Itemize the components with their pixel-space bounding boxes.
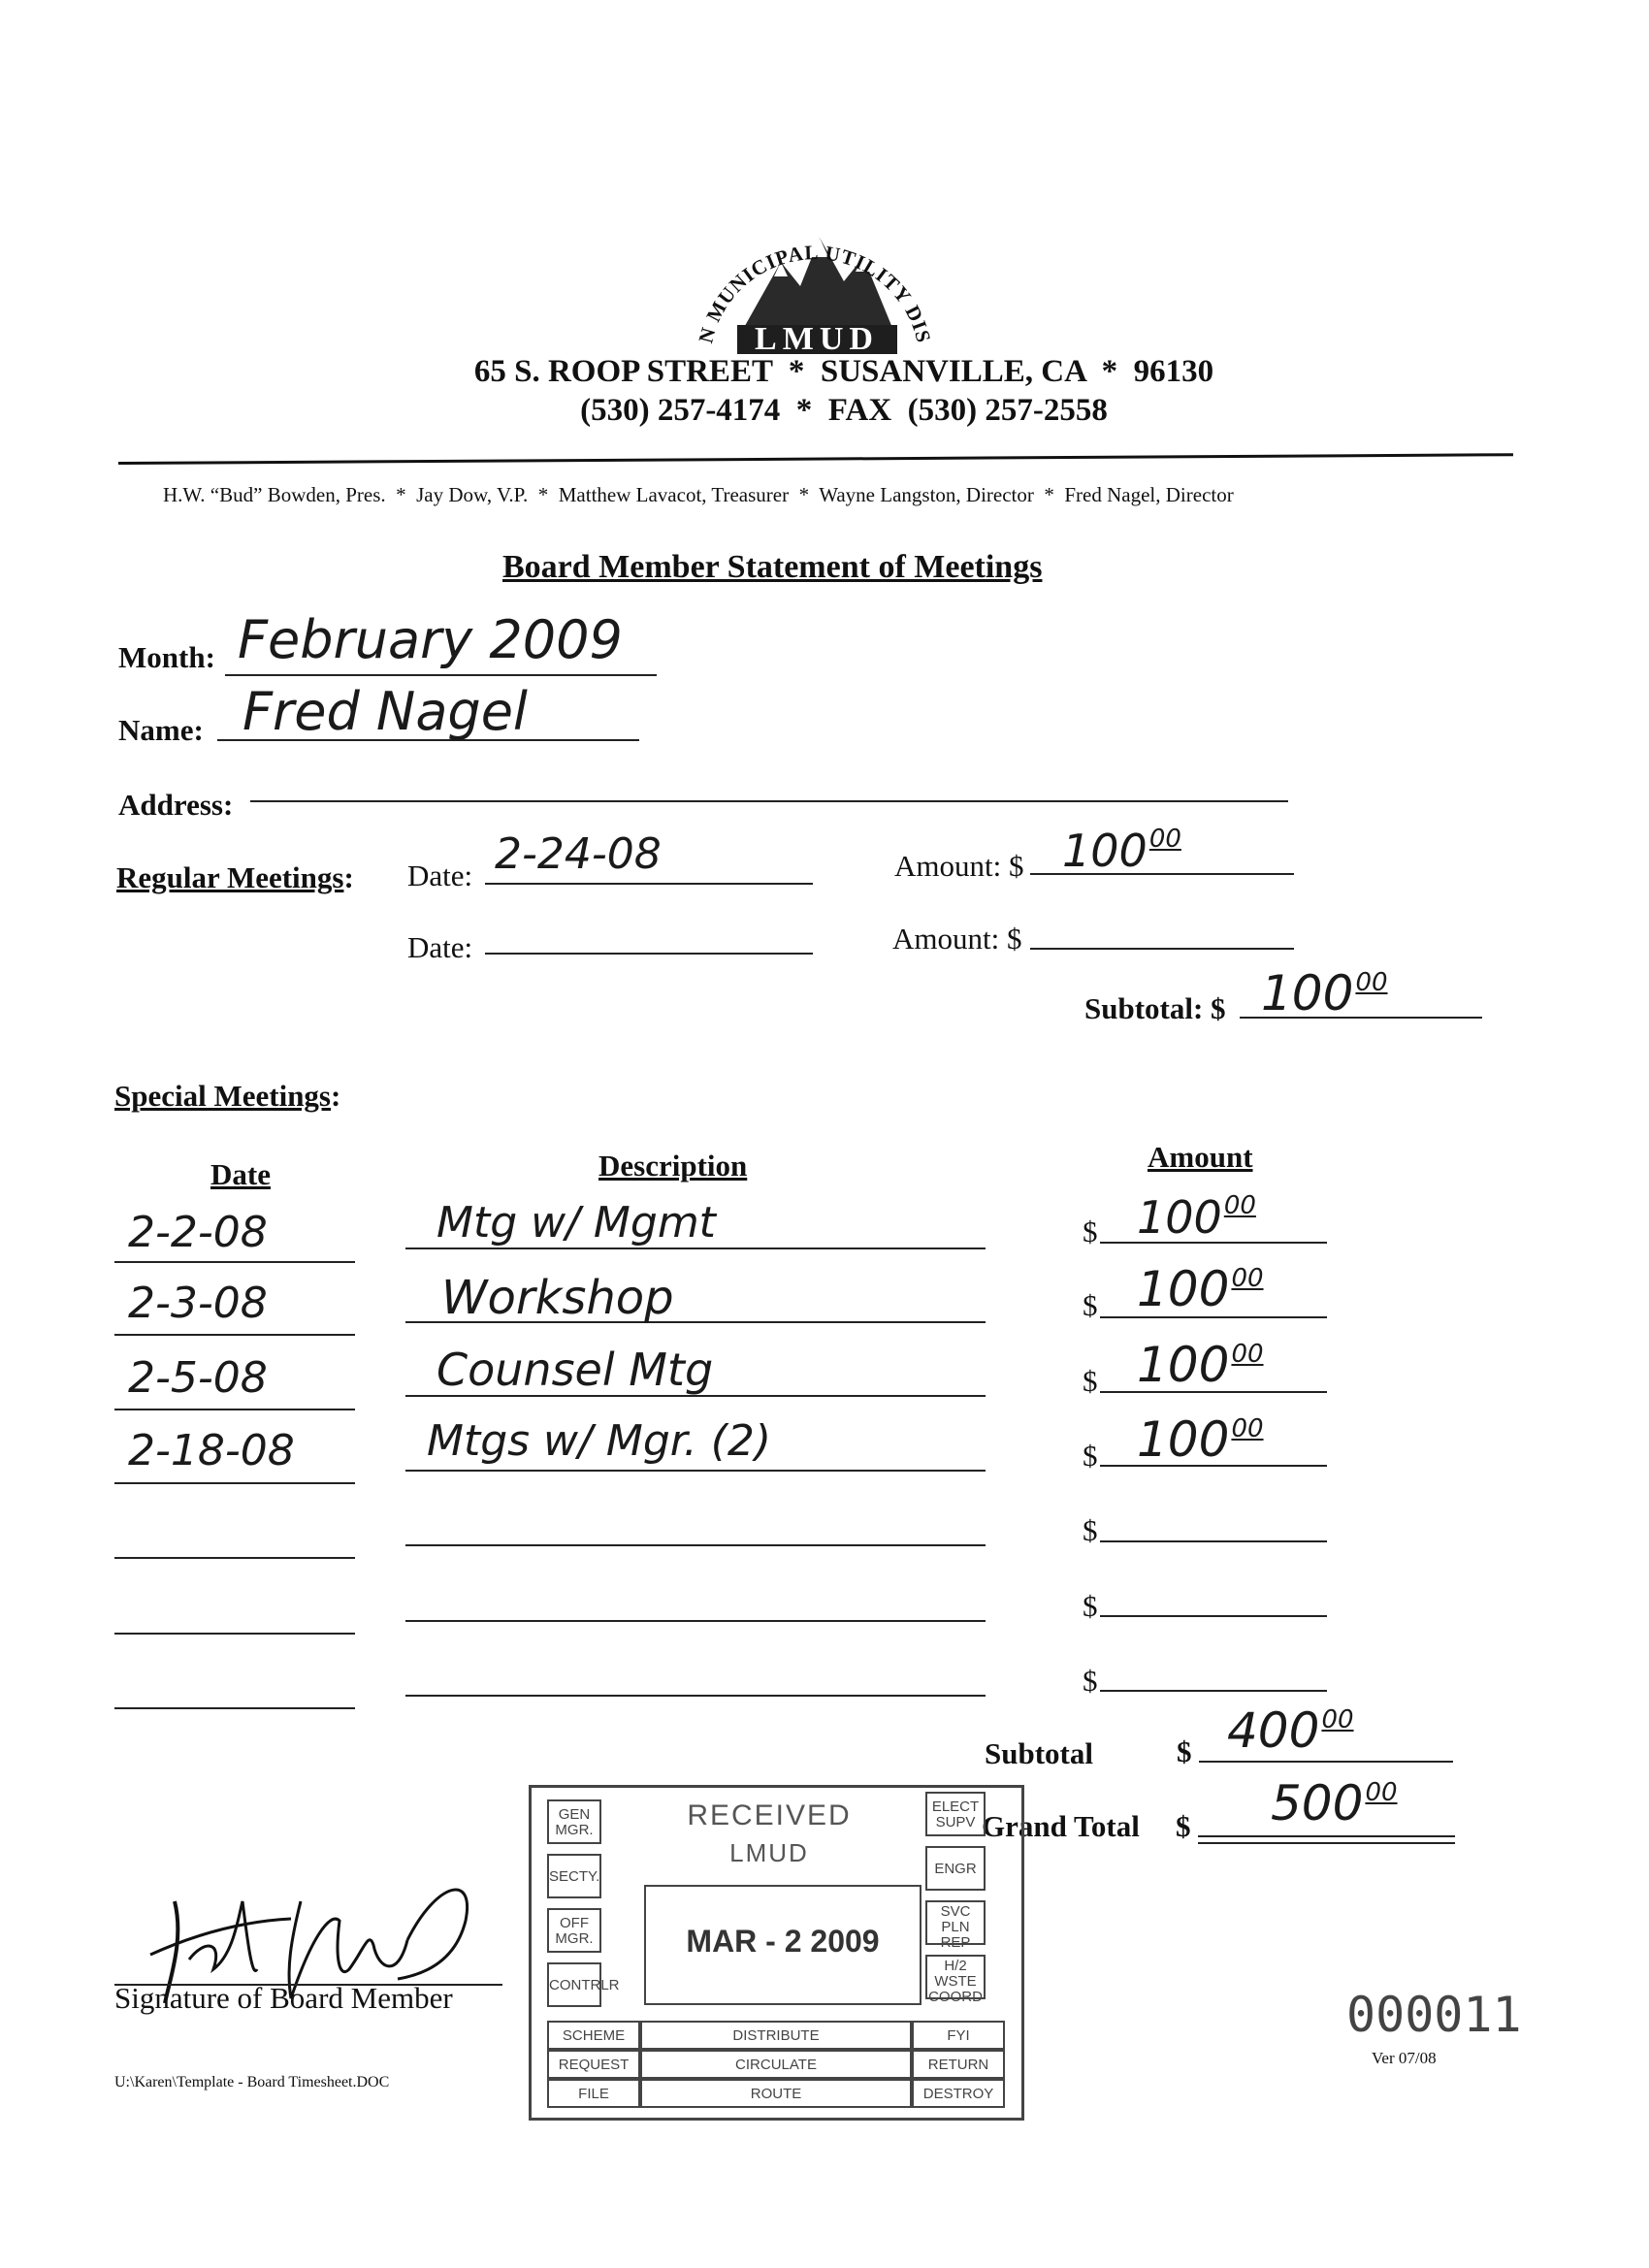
grand-total-dollars: 500 <box>1271 1775 1364 1831</box>
version-label: Ver 07/08 <box>1372 2049 1437 2067</box>
special-amount-value[interactable] <box>1137 1191 1256 1244</box>
stamp-cell: ROUTE <box>640 2079 912 2108</box>
grand-total-label: Grand Total <box>982 1809 1140 1843</box>
regular-meetings-label: Regular Meetings <box>116 860 344 894</box>
regular-subtotal-cents: 00 <box>1355 968 1388 997</box>
stamp-cell: FILE <box>547 2079 640 2108</box>
special-amount-value[interactable] <box>1137 1261 1264 1317</box>
stamp-date-box <box>644 1885 922 2005</box>
stamp-cell: RETURN <box>912 2050 1005 2079</box>
special-date-value[interactable]: 2-3-08 <box>128 1279 268 1328</box>
district-logo <box>621 155 1009 369</box>
stamp-cell: FYI <box>912 2021 1005 2050</box>
special-subtotal-line <box>1199 1761 1453 1763</box>
special-date-line <box>114 1557 355 1559</box>
name-label: Name: <box>118 713 204 747</box>
grand-total-line-2 <box>1198 1842 1455 1844</box>
board-members-line: H.W. “Bud” Bowden, Pres. * Jay Dow, V.P. * Matthew Lavacot, Treasurer * Wayne Langston, Director * Fred Nagel, Director <box>163 483 1234 506</box>
regular-amount-value-1[interactable] <box>1062 825 1181 877</box>
special-subtotal-label: Subtotal <box>985 1736 1093 1770</box>
month-value[interactable]: February 2009 <box>238 609 623 670</box>
stamp-cell: DESTROY <box>912 2079 1005 2108</box>
stamp-cell: REQUEST <box>547 2050 640 2079</box>
signature-label: Signature of Board Member <box>114 1981 453 2015</box>
stamp-cell: SCHEME <box>547 2021 640 2050</box>
special-amount-cents: 00 <box>1231 1264 1264 1293</box>
special-amount-value[interactable] <box>1137 1411 1264 1468</box>
special-desc-value[interactable]: Workshop <box>441 1271 674 1325</box>
special-amount-cents: 00 <box>1231 1414 1264 1443</box>
special-amount-value[interactable] <box>1137 1494 1139 1546</box>
special-desc-line <box>405 1544 986 1546</box>
grand-total-line-1 <box>1198 1835 1455 1837</box>
special-amount-line <box>1100 1615 1327 1617</box>
special-desc-line <box>405 1620 986 1622</box>
regular-subtotal-label: Subtotal: $ <box>1084 991 1226 1025</box>
special-amount-dollars: 100 <box>1137 1261 1230 1317</box>
document-number: 000011 <box>1346 1987 1522 2043</box>
received-stamp <box>529 1785 1024 2121</box>
col-header-date: Date <box>210 1157 271 1191</box>
special-dollar-sign: $ <box>1083 1664 1098 1698</box>
address-line: 65 S. ROOP STREET * SUSANVILLE, CA * 96130 <box>473 354 1214 389</box>
stamp-box-svc-pln-rep: SVC PLN REP <box>925 1900 986 1945</box>
stamp-box-off-mgr: OFF MGR. <box>547 1908 601 1953</box>
address-line-field <box>250 800 1288 802</box>
regular-date-line-1 <box>485 883 813 885</box>
logo-arc-text: N MUNICIPAL UTILITY DIS <box>694 241 936 346</box>
special-date-value[interactable]: 2-5-08 <box>128 1353 268 1403</box>
stamp-box-engr: ENGR <box>925 1846 986 1891</box>
special-meetings-label: Special Meetings <box>114 1079 331 1113</box>
regular-amount-value-2[interactable] <box>1062 902 1064 955</box>
special-dollar-sign: $ <box>1083 1215 1098 1248</box>
regular-date-label-2: Date: <box>407 930 473 964</box>
col-header-amount: Amount <box>1148 1140 1253 1174</box>
special-date-line <box>114 1261 355 1263</box>
regular-amount-dollars-1: 100 <box>1062 825 1148 877</box>
special-subtotal-dollar: $ <box>1177 1734 1192 1768</box>
regular-subtotal-value[interactable] <box>1261 965 1388 1021</box>
stamp-cell: CIRCULATE <box>640 2050 912 2079</box>
regular-date-line-2 <box>485 953 813 955</box>
special-meetings-heading <box>114 1079 340 1114</box>
special-subtotal-value[interactable] <box>1227 1702 1354 1759</box>
address-label: Address: <box>118 788 234 822</box>
col-header-description: Description <box>598 1149 748 1183</box>
special-amount-dollars: 100 <box>1137 1191 1222 1244</box>
special-dollar-sign: $ <box>1083 1513 1098 1547</box>
special-desc-line <box>405 1247 986 1249</box>
regular-amount-line-2 <box>1030 948 1294 950</box>
special-date-line <box>114 1633 355 1635</box>
stamp-box-gen-mgr: GEN MGR. <box>547 1799 601 1844</box>
stamp-cell: DISTRIBUTE <box>640 2021 912 2050</box>
special-dollar-sign: $ <box>1083 1439 1098 1473</box>
special-desc-value[interactable]: Mtgs w/ Mgr. (2) <box>427 1416 772 1466</box>
header-rule <box>118 453 1513 465</box>
phone-line: (530) 257-4174 * FAX (530) 257-2558 <box>580 393 1108 428</box>
regular-meetings-colon: : <box>343 860 354 894</box>
special-amount-value[interactable] <box>1137 1567 1139 1619</box>
regular-date-value-1[interactable]: 2-24-08 <box>495 829 662 879</box>
special-subtotal-cents: 00 <box>1321 1705 1354 1734</box>
special-subtotal-dollars: 400 <box>1227 1702 1320 1759</box>
month-label: Month: <box>118 640 215 674</box>
special-amount-cents: 00 <box>1231 1340 1264 1369</box>
stamp-box-secty: SECTY. <box>547 1854 601 1898</box>
special-amount-value[interactable] <box>1137 1337 1264 1393</box>
special-desc-value[interactable]: Mtg w/ Mgmt <box>436 1198 716 1247</box>
regular-amount-label-2: Amount: $ <box>892 922 1022 956</box>
special-amount-value[interactable] <box>1137 1639 1139 1692</box>
special-date-value[interactable]: 2-18-08 <box>128 1426 295 1475</box>
grand-total-dollar: $ <box>1176 1809 1191 1843</box>
regular-subtotal-dollars: 100 <box>1261 965 1354 1021</box>
special-date-line <box>114 1707 355 1709</box>
logo-initials: LMUD <box>755 321 879 357</box>
special-amount-dollars: 100 <box>1137 1337 1230 1393</box>
stamp-box-elect-supv: ELECT SUPV <box>925 1792 986 1836</box>
special-date-line <box>114 1409 355 1410</box>
special-desc-line <box>405 1470 986 1472</box>
stamp-received: RECEIVED <box>687 1799 852 1831</box>
month-line <box>225 674 657 676</box>
special-date-value[interactable]: 2-2-08 <box>128 1208 268 1257</box>
form-title: Board Member Statement of Meetings <box>502 549 1043 585</box>
regular-date-label-1: Date: <box>407 859 473 892</box>
grand-total-value[interactable] <box>1271 1775 1398 1831</box>
regular-meetings-heading <box>116 860 354 895</box>
special-amount-dollars: 100 <box>1137 1411 1230 1468</box>
stamp-box-contrlr: CONTRLR <box>547 1962 601 2007</box>
name-value[interactable]: Fred Nagel <box>242 681 528 742</box>
stamp-box-h2-wste-coord: H/2 WSTE COORD <box>925 1955 986 1999</box>
special-desc-line <box>405 1695 986 1697</box>
special-amount-cents: 00 <box>1223 1191 1256 1220</box>
regular-amount-label-1: Amount: $ <box>894 849 1024 883</box>
special-date-line <box>114 1334 355 1336</box>
special-meetings-colon: : <box>331 1079 341 1113</box>
stamp-date: MAR - 2 2009 <box>686 1924 880 1959</box>
special-dollar-sign: $ <box>1083 1589 1098 1623</box>
special-date-line <box>114 1482 355 1484</box>
regular-amount-cents-1: 00 <box>1148 825 1181 854</box>
special-amount-line <box>1100 1690 1327 1692</box>
grand-total-cents: 00 <box>1365 1778 1398 1807</box>
special-dollar-sign: $ <box>1083 1288 1098 1322</box>
special-dollar-sign: $ <box>1083 1364 1098 1398</box>
stamp-org: LMUD <box>729 1838 809 1867</box>
special-desc-value[interactable]: Counsel Mtg <box>436 1344 714 1396</box>
file-path: U:\Karen\Template - Board Timesheet.DOC <box>114 2074 390 2090</box>
special-amount-line <box>1100 1540 1327 1542</box>
